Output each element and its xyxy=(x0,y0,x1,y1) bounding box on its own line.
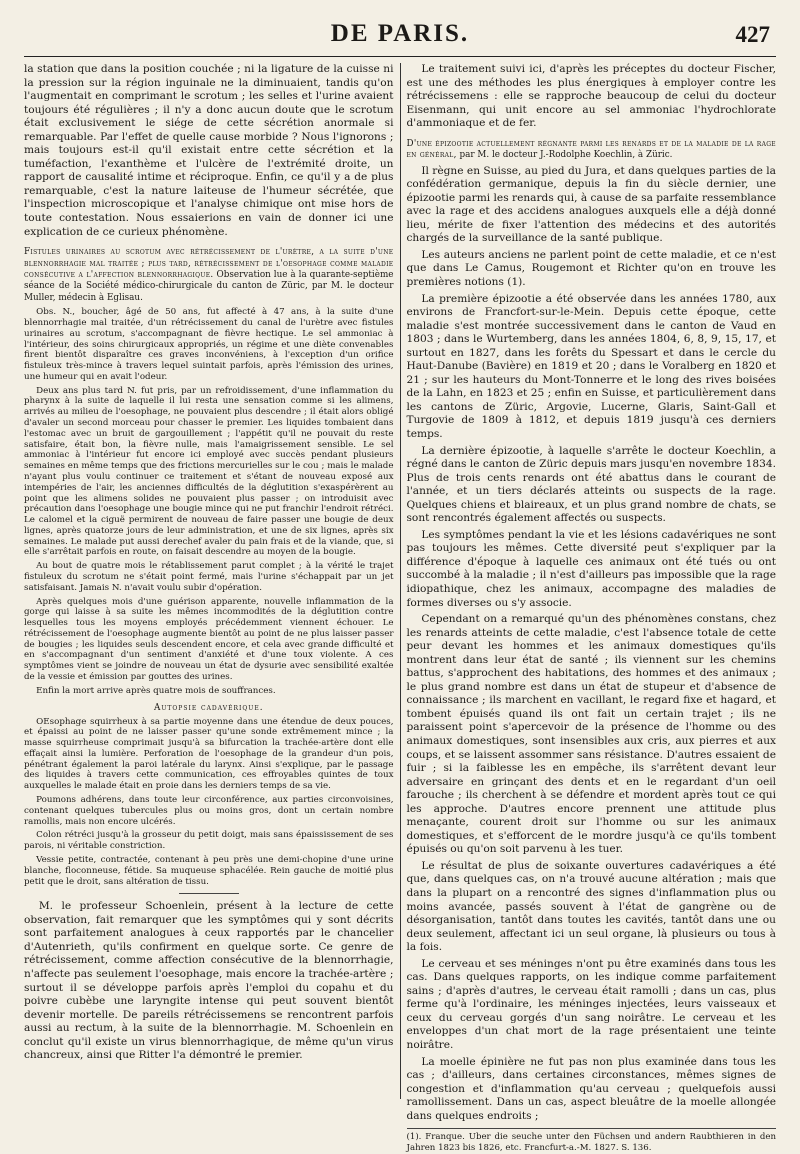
autopsy-paragraph: Vessie petite, contractée, contenant à peu près une demi-chopine d'une urine blanche, floconneuse, fétide. Sa muqueuse sphacélée. Rein gauche de moitié plus petit que le droit, sans altération de tissu. xyxy=(24,854,394,887)
body-paragraph: Le résultat de plus de soixante ouvertures cadavériques a été que, dans quelques cas, on n'a trouvé aucune altération ; mais que dans la plupart on a rencontré des signes d'inflammation plus ou moins avancée, passés souvent à l'état de gangrène ou de désorganisation, tantôt dans toutes les cavités, tantôt dans une ou deux seulement, affectant ici un seul organe, là plusieurs ou tous à la fois. xyxy=(406,859,776,954)
section-divider xyxy=(179,893,239,894)
autopsy-paragraph: Poumons adhérens, dans toute leur circonférence, aux parties circonvoisines, contenant quelques tubercules plus ou moins gros, dont un certain nombre ramollis, mais non encore ulcérés. xyxy=(24,795,394,827)
body-paragraph: Le cerveau et ses méninges n'ont pu être examinés dans tous les cas. Dans quelques rapports, on les indique comme parfaitement sains ; d'après d'autres, le cerveau était ramolli ; dans un cas, plus ferme qu'à l'ordinaire, les méninges injectées, leurs vaisseaux et ceux du cerveau gorgés d'un sang noirâtre. Le cerveau et les enveloppes d'un chat mort de la rage présentaient une teinte noirâtre. xyxy=(406,957,776,1052)
observation-paragraph: Obs. N., boucher, âgé de 50 ans, fut affecté à 47 ans, à la suite d'une blennorrhagie mal traitée, d'un rétrécissement du canal de l'urètre avec fistules urinaires au scrotum, s'accompagnant de fièvre hectique. Le sel ammoniac à l'intérieur, des soins chirurgicaux appropriés, un régime et une diète convenables firent bientôt disparaître ces graves inconvéniens, à l'exception d'un orifice fistuleux très-mince à travers lequel suintait parfois, après l'émission des urines, une humeur qui en avait l'odeur. xyxy=(24,307,394,382)
autopsy-paragraph: OEsophage squirrheux à sa partie moyenne dans une étendue de deux pouces, et épaissi au point de ne laisser passer qu'une sonde extrêmement mince ; la masse squirrheuse comprimait jusqu'à sa bifurcation la trachée-artère dont elle effaçait ainsi la lumière. Perforation de l'oesophage de la grandeur d'un pois, pénétrant également la paroi latérale du larynx. Ainsi s'explique, par le passage des liquides à travers cette communication, ces effroyables quintes de toux auxquelles le malade était en proie dans les derniers temps de sa vie. xyxy=(24,716,394,792)
fistula-article-heading xyxy=(24,247,394,304)
left-column xyxy=(24,63,394,1099)
autopsy-paragraph: Colon rétréci jusqu'à la grosseur du petit doigt, mais sans épaississement de ses parois, ni véritable constriction. xyxy=(24,830,394,852)
body-paragraph: La dernière épizootie, à laquelle s'arrête le docteur Koechlin, a régné dans le canton de Züric depuis mars jusqu'en novembre 1834. Plus de trois cents renards ont été abattus dans le courant de l'année, et un tiers déclarés atteints ou suspects de la rage. Quelques chiens et blaireaux, et un plus grand nombre de chats, se sont rencontrés également affectés ou suspects. xyxy=(406,444,776,525)
body-paragraph: Les symptômes pendant la vie et les lésions cadavériques ne sont pas toujours les mêmes. Cette diversité peut s'expliquer par la différence d'époque à laquelle ces animaux ont été tués ou ont succombé à la maladie ; il n'est d'ailleurs pas impossible que la rage idiopathique, chez les animaux, accompagne des maladies de formes diverses ou s'y associe. xyxy=(406,528,776,609)
page-number: 427 xyxy=(735,22,770,47)
body-paragraph: Les auteurs anciens ne parlent point de cette maladie, et ce n'est que dans Le Camus, Rougemont et Richter qu'on en trouve les premières notions (1). xyxy=(406,248,776,288)
schoenlein-paragraph: M. le professeur Schoenlein, présent à la lecture de cette observation, fait remarquer que les symptômes qui y sont décrits sont parfaitement analogues à ceux rapportés par le chancelier d'Autenrieth, qu'ils confirment en quelque sorte. Ce genre de rétrécissement, comme affection consécutive de la blennorrhagie, n'affecte pas seulement l'oesophage, mais encore la trachée-artère ; surtout il se développe parfois après l'emploi du copahu et du poivre cubèbe une laryngite intense qui peut souvent bientôt devenir mortelle. De pareils rétrécissemens se rencontrent parfois aussi au rectum, à la suite de la blennorrhagie. M. Schoenlein en conclut qu'il existe un virus blennorrhagique, de même qu'un virus chancreux, ainsi que Ritter l'a démontré le premier. xyxy=(24,900,394,1062)
observation-block xyxy=(24,307,394,696)
body-paragraph: Il règne en Suisse, au pied du Jura, et dans quelques parties de la confédération germanique, depuis la fin du siècle dernier, une épizootie parmi les renards qui, à cause de sa parfaite ressemblance avec la rage et des accidens analogues auxquels elle a déjà donné lieu, mérite de fixer l'attention des médecins et des autorités chargés de la surveillance de la santé publique. xyxy=(406,164,776,245)
epizootic-heading-rest: par M. le docteur J.-Rodolphe Koechlin, à Züric. xyxy=(459,150,673,161)
left-intro-paragraph: la station que dans la position couchée ; ni la ligature de la cuisse ni la pression sur la région inguinale ne la diminuaient, tandis qu'on l'augmentait en comprimant le scrotum ; les selles et l'urine avaient toujours été régulières ; il n'y a donc aucun doute que le scrotum était exclusivement le siége de cette sécrétion anormale si remarquable. Par l'effet de quelle cause morbide ? Nous l'ignorons ; mais toujours est-il qu'il existait entre cette sécrétion et la tuméfaction, l'exanthème et l'ulcère de l'extrémité droite, un rapport de causalité intime et réciproque. Enfin, ce qu'il y a de plus remarquable, c'est la nature laiteuse de l'humeur sécrétée, que l'inspection microscopique et l'analyse chimique ont mise hors de toute contestation. Nous essaierions en vain de donner ici une explication de ce curieux phénomène. xyxy=(24,63,394,238)
autopsy-heading: Autopsie cadavérique. xyxy=(153,702,264,713)
observation-paragraph: Deux ans plus tard N. fut pris, par un refroidissement, d'une inflammation du pharynx à la suite de laquelle il lui resta une sensation comme si les alimens, arrivés au milieu de l'oesophage, ne pouvaient plus descendre ; il était alors obligé d'avaler un second morceau pour chasser le premier. Les liquides tombaient dans l'estomac avec un bruit de gargouillement ; l'appétit qu'il ne pouvait du reste satisfaire, était bon, la fièvre nulle, mais l'amaigrissement sensible. Le sel ammoniac à l'intérieur fut encore ici employé avec succès pendant plusieurs semaines en même temps que des frictions mercurielles sur le cou ; mais le malade n'ayant plus voulu continuer ce traitement et s'étant de nouveau exposé aux intempéries de l'air, les anciennes difficultés de la déglutition s'exaspérèrent au point que les alimens solides ne pouvaient plus passer ; on introduisit avec précaution dans l'oesophage une bougie mince qui ne put franchir l'endroit rétréci. Le calomel et la ciguë permirent de nouveau de faire passer une bougie de deux lignes, après quatorze jours de leur administration, et une de six lignes, après six semaines. Le malade put aussi derechef avaler du pain frais et de la viande, que, si elle s'arrêtait parfois en route, on faisait descendre au moyen de la bougie. xyxy=(24,385,394,558)
footnote-divider xyxy=(407,1128,777,1129)
epizootic-body xyxy=(407,165,777,1124)
body-paragraph: La première épizootie a été observée dans les années 1780, aux environs de Francfort-sur-le-Mein. Depuis cette époque, cette maladie s'est montrée successivement dans le canton de Vaud en 1803 ; dans le Wurtemberg, dans les années 1804, 6, 8, 9, 15, 17, et surtout en 1827, dans les forêts du Spessart et dans le cercle du Haut-Danube (Bavière) en 1819 et 20 ; dans le Voralberg en 1820 et 21 ; sur les hauteurs du Mont-Tonnerre et le long des rives boisées de la Lahn, en 1823 et 25 ; enfin en Suisse, et particulièrement dans les cantons de Züric, Argovie, Lucerne, Glaris, Saint-Gall et Turgovie de 1809 à 1812, et depuis 1819 jusqu'à ces derniers temps. xyxy=(406,292,776,440)
fistula-heading-title: Fistules urinaires au scrotum avec rétrécissement de l'urètre, a la suite d'une blennorrhagie mal traitée ; plus tard, rétrécissement de l'oesophage comme maladie consécutive a l'affection blennorrhagique. xyxy=(24,247,394,280)
body-paragraph: Cependant on a remarqué qu'un des phénomènes constans, chez les renards atteints de cette maladie, c'est l'absence totale de cette peur devant les hommes et les animaux domestiques qu'ils montrent dans leur état de santé ; ils viennent sur les chemins battus, s'approchent des habitations, des hommes et des animaux ; le plus grand nombre est dans un état de stupeur et d'absence de connaissance ; ils marchent en vacillant, le regard fixe et hagard, et tombent épuisés quand ils ont fait un certain trajet ; ils ne paraissent point s'apercevoir de la présence de l'homme ou des animaux domestiques, sont insensibles aux cris, aux pierres et aux coups, et se laissent assommer sans résistance. D'autres essaient de fuir ; si la faiblesse les en empêche, ils s'arrêtent devant leur adversaire en grinçant des dents et en le regardant d'un oeil farouche ; ils cherchent à se défendre et mordent après tout ce qui les approche. D'autres encore prennent une attitude plus menaçante, courent droit sur l'homme ou sur les animaux domestiques, et s'efforcent de le mordre jusqu'à ce qu'ils tombent épuisés ou qu'on soit parvenu à les tuer. xyxy=(406,613,776,856)
epizootic-heading-title: D'une épizootie actuellement régnante parmi les renards et de la maladie de la rage en général, xyxy=(406,138,776,161)
fistula-heading-rest: Observation lue à la quarante-septième séance de la Société médico-chirurgicale du canton de Züric, par M. le docteur Muller, médecin à Eglisau. xyxy=(24,269,394,303)
observation-paragraph: Après quelques mois d'une guérison apparente, nouvelle inflammation de la gorge qui laisse à sa suite les mêmes incommodités de la déglutition contre lesquelles tous les moyens employés précédemment viennent échouer. Le rétrécissement de l'oesophage augmente bientôt au point de ne plus laisser passer de bougies ; les liquides seuls descendent encore, et cela avec grande difficulté et en s'accompagnant d'un sentiment d'anxiété et d'une toux violente. A ces symptômes vient se joindre de nouveau un état de dysurie avec sensibilité exaltée de la vessie et émission par gouttes des urines. xyxy=(24,596,394,682)
footnote: (1). Franque. Uber die seuche unter den Füchsen und andern Raubthieren in den Jahren 1823 bis 1826, etc. Francfurt-a.-M. 1827. S. 136. xyxy=(406,1132,776,1154)
running-title: DE PARIS. xyxy=(330,20,470,47)
autopsy-block xyxy=(24,717,394,888)
body-paragraph: La moelle épinière ne fut pas non plus examinée dans tous les cas ; d'ailleurs, dans certaines circonstances, mêmes signes de congestion et d'inflammation qu'au cerveau ; quelquefois aussi ramollissement. Dans un cas, aspect bleuâtre de la moelle allongée dans quelques endroits ; xyxy=(406,1055,776,1122)
two-column-body xyxy=(24,63,776,1154)
page-header xyxy=(24,12,776,57)
right-intro-paragraph: Le traitement suivi ici, d'après les préceptes du docteur Fischer, est une des méthodes les plus énergiques à employer contre les rétrécissemens : elle se rapproche beaucoup de celui du docteur Eisenmann, qui unit encore au sel ammoniac l'hydrochlorate d'ammoniaque et de fer. xyxy=(406,63,776,130)
right-column xyxy=(406,63,777,1154)
column-rule xyxy=(400,63,401,1099)
observation-paragraph: Au bout de quatre mois le rétablissement parut complet ; à la vérité le trajet fistuleux du scrotum ne s'était point fermé, mais l'urine s'échappait par un jet satisfaisant. Jamais N. n'avait voulu subir d'opération. xyxy=(24,561,394,593)
observation-paragraph: Enfin la mort arrive après quatre mois de souffrances. xyxy=(36,685,276,696)
epizootic-article-heading xyxy=(407,139,777,162)
